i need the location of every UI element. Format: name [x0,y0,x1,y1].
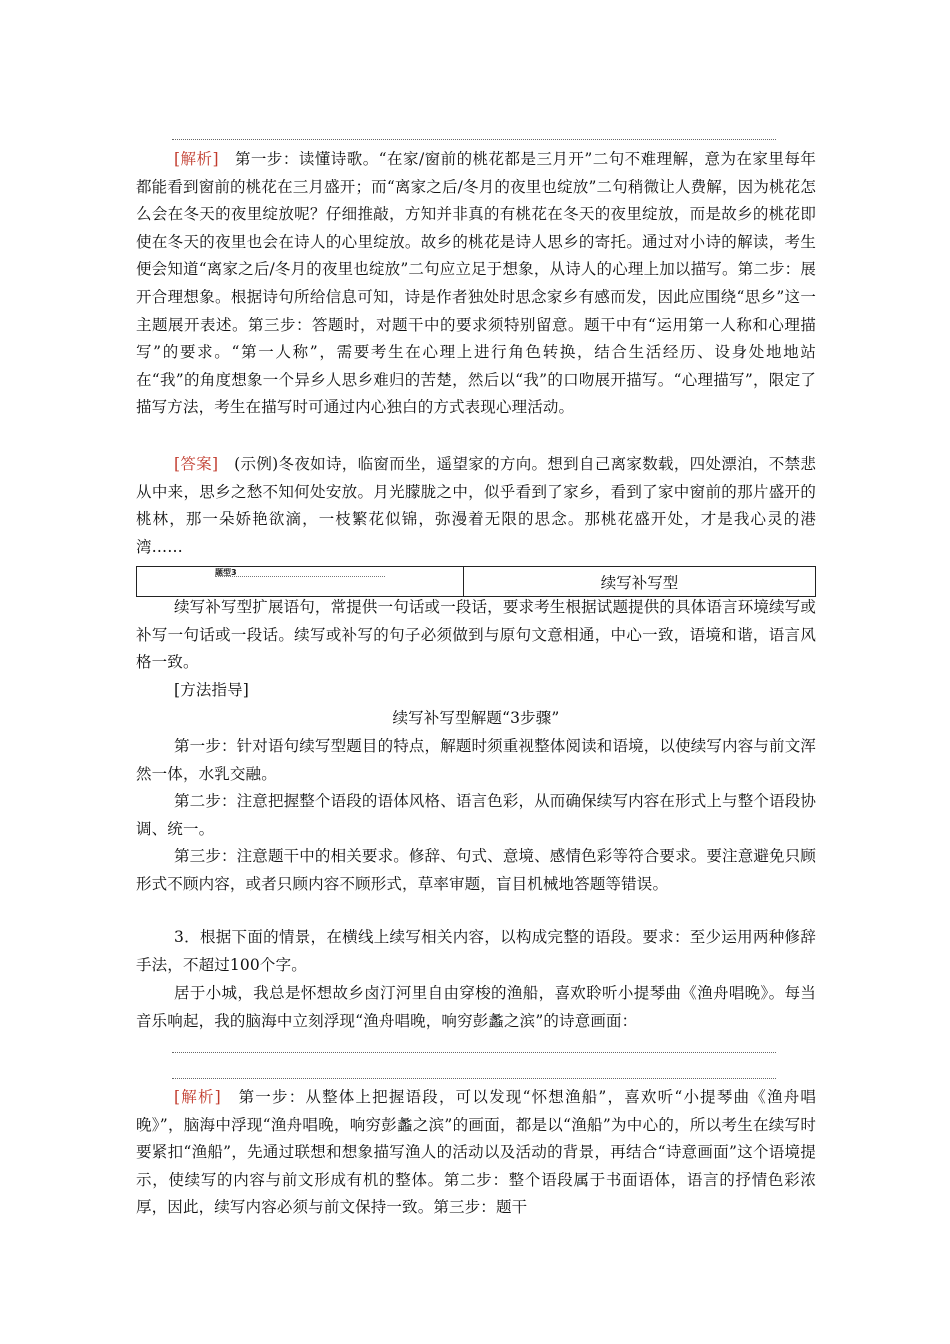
answer-blank-line-2 [172,1052,776,1053]
answer-blank-line-3 [172,1078,776,1079]
question-3-prompt: 3．根据下面的情景，在横线上续写相关内容，以构成完整的语段。要求：至少运用两种修辞手法，不超过100个字。 [136,928,816,974]
analysis-text: 第一步：读懂诗歌。“在家/窗前的桃花都是三月开”二句不难理解，意为在家里每年都能看到窗前的桃花在三月盛开；而“离家之后/冬月的夜里也绽放”二句稍微让人费解，因为桃花怎么会在冬天的夜里绽放呢？仔细推敲，方知并非真的有桃花在冬天的夜里绽放，而是故乡的桃花即使在冬天的夜里也会在诗人的心里绽放。故乡的桃花是诗人思乡的寄托。通过对小诗的解读，考生便会知道“离家之后/冬月的夜里也绽放”二句应立足于想象，从诗人的心理上加以描写。第二步：展开合理想象。根据诗句所给信息可知，诗是作者独处时思念家乡有感而发，因此应围绕“思乡”这一主题展开表述。第三步：答题时，对题干中的要求须特别留意。题干中有“运用第一人称和心理描写”的要求。“第一人称”，需要考生在心理上进行角色转换，结合生活经历、设身处地地站在“我”的角度想象一个异乡人思乡难归的苦楚，然后以“我”的口吻展开描写。“心理描写”，限定了描写方法，考生在描写时可通过内心独白的方式表现心理活动。 [136,150,816,417]
analysis-paragraph-1 [136,146,816,422]
method-step-1: 第一步：针对语句续写型题目的特点，解题时须重视整体阅读和语境，以使续写内容与前文浑然一体，水乳交融。 [136,737,816,783]
method-subtitle: 续写补写型解题“3步骤” [392,709,560,727]
method-step-3: 第三步：注意题干中的相关要求。修辞、句式、意境、感情色彩等符合要求。要注意避免只顾形式不顾内容，或者只顾内容不顾形式，草率审题，盲目机械地答题等错误。 [136,847,816,893]
answer-tag: [答案] [174,455,219,473]
intro-paragraph: 续写补写型扩展语句，常提供一句话或一段话，要求考生根据试题提供的具体语言环境续写或补写一句话或一段话。续写或补写的句子必须做到与原句文意相通，中心一致，语境和谐，语言风格一致。 [136,598,816,672]
method-heading: [方法指导] [174,681,249,699]
method-step-2: 第二步：注意把握整个语段的语体风格、语言色彩，从而确保续写内容在形式上与整个语段协调、统一。 [136,792,816,838]
answer-text: (示例)冬夜如诗，临窗而坐，遥望家的方向。想到自己离家数载，四处漂泊，不禁悲从中来，思乡之愁不知何处安放。月光朦胧之中，似乎看到了家乡，看到了家中窗前的那片盛开的桃林，那一朵娇艳欲滴，一枝繁花似锦，弥漫着无限的思念。那桃花盛开处，才是我心灵的港湾…… [136,455,816,556]
analysis-tag: [解析] [174,150,219,168]
section-title: 续写补写型 [600,573,679,592]
analysis-tag-3: [解析] [174,1088,221,1106]
section-title-cell [464,567,815,596]
mini-label-line [215,576,385,577]
section-title-table [136,566,816,597]
section-mini-label: 题型3 [215,568,237,577]
analysis-paragraph-3 [136,1084,816,1222]
section-label-cell [137,567,464,596]
analysis-text-3: 第一步：从整体上把握语段，可以发现“怀想渔船”，喜欢听“小提琴曲《渔舟唱晚》”，脑海中浮现“渔舟唱晚，响穷彭蠡之滨”的画面，都是以“渔船”为中心的，所以考生在续写时要紧扣“渔船”，先通过联想和想象描写渔人的活动以及活动的背景，再结合“诗意画面”这个语境提示，使续写的内容与前文形成有机的整体。第二步：整个语段属于书面语体，语言的抒情色彩浓厚，因此，续写内容必须与前文保持一致。第三步：题干 [136,1088,816,1217]
answer-paragraph-1 [136,451,816,561]
question-3-passage: 居于小城，我总是怀想故乡卤汀河里自由穿梭的渔船，喜欢聆听小提琴曲《渔舟唱晚》。每当音乐响起，我的脑海中立刻浮现“渔舟唱晚，响穷彭蠡之滨”的诗意画面： [136,984,816,1030]
answer-blank-line [172,139,776,140]
